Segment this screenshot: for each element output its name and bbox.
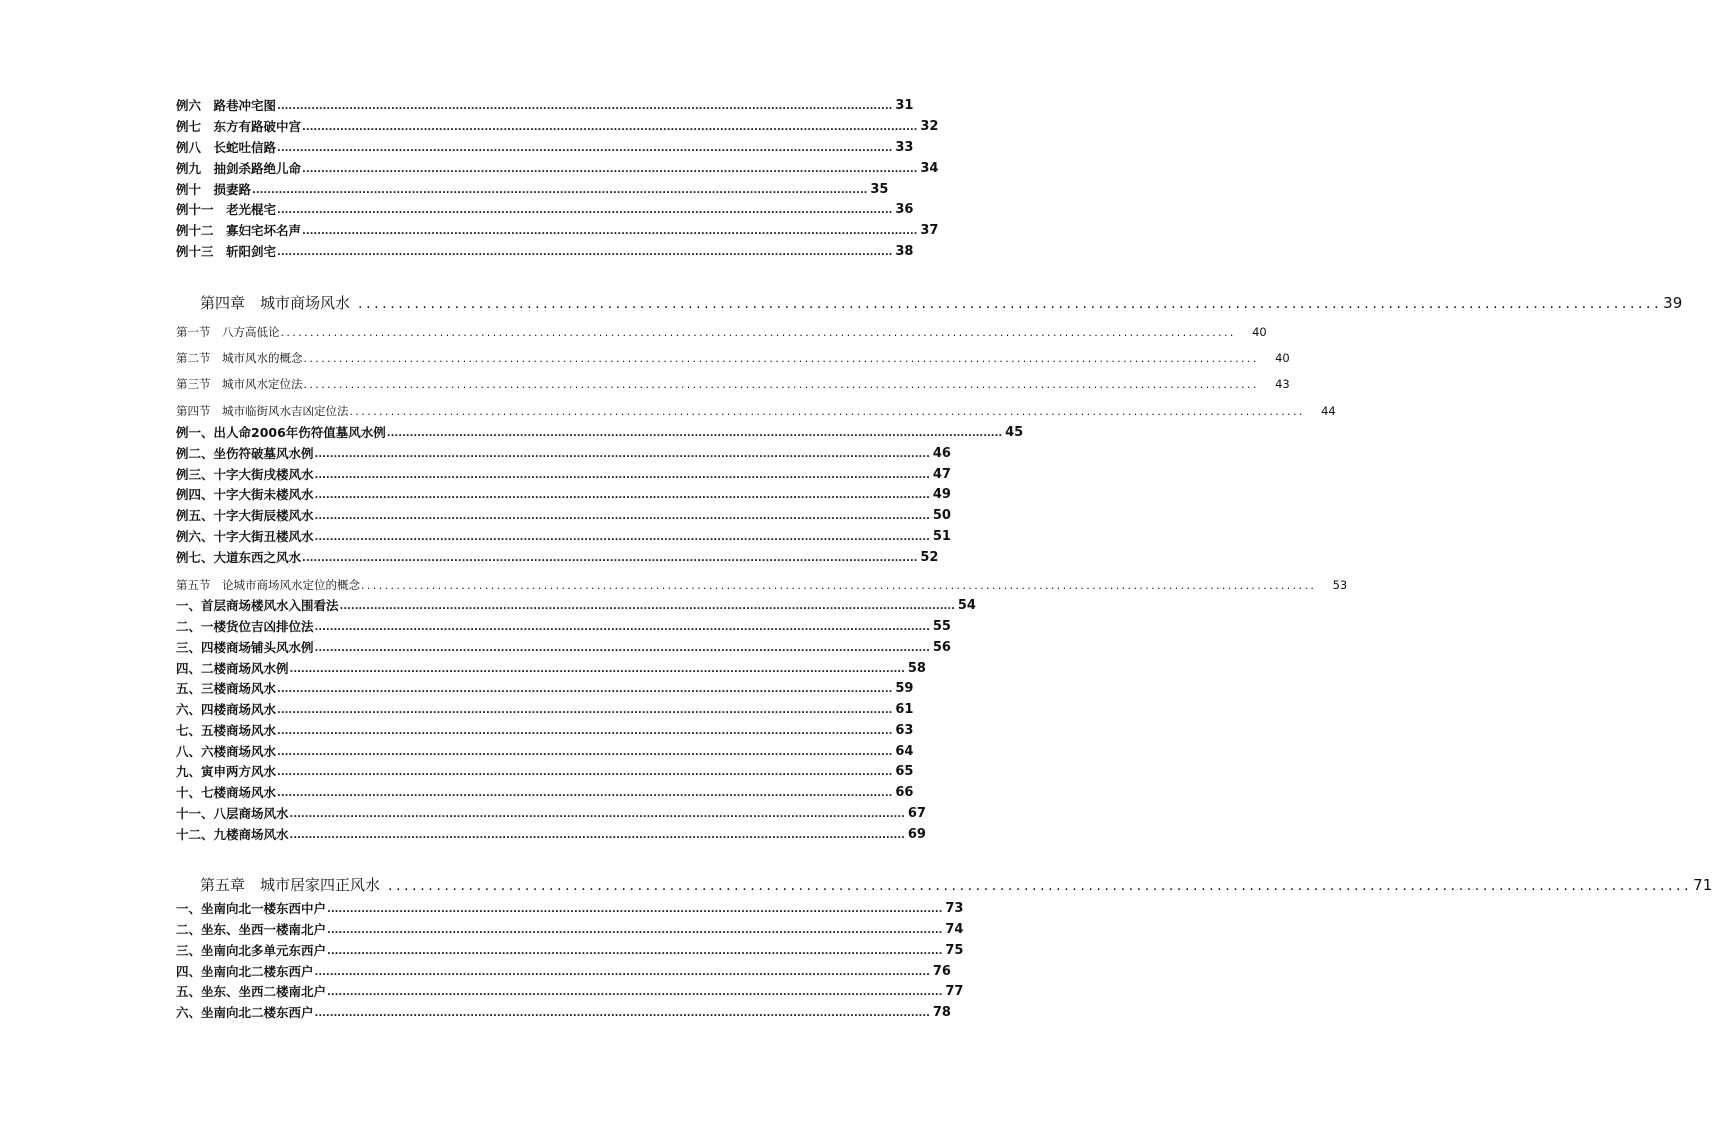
toc-entry-page: 50 <box>932 508 951 523</box>
toc-entry[interactable] <box>176 160 939 178</box>
section-page: 43 <box>1275 377 1290 391</box>
dot-leader: .................................................................................................................................................................. <box>314 511 930 522</box>
toc-entry[interactable] <box>176 139 914 157</box>
section-page: 40 <box>1252 325 1267 339</box>
toc-entry-label: 例四、十字大街未楼风水 <box>176 487 314 502</box>
dot-leader: .................................................................................................................................................................. <box>327 925 943 936</box>
dot-leader: .................................................................................................................................................................. <box>277 247 893 258</box>
toc-entry-label: 二、一楼货位吉凶排位法 <box>176 619 314 634</box>
toc-section[interactable] <box>176 402 1336 420</box>
toc-entry[interactable] <box>176 805 926 823</box>
toc-entry[interactable] <box>176 701 914 719</box>
toc-entry-page: 77 <box>945 984 964 999</box>
toc-entry-page: 32 <box>920 119 939 134</box>
toc-entry-label: 例一、出人命2006年伤符值墓风水例 <box>176 425 386 440</box>
toc-entry-label: 五、坐东、坐西二楼南北户 <box>176 984 327 999</box>
toc-entry[interactable] <box>176 181 889 199</box>
toc-entry-label: 六、坐南向北二楼东西户 <box>176 1005 314 1020</box>
toc-entry[interactable] <box>176 466 951 484</box>
toc-entry[interactable] <box>176 222 939 240</box>
toc-entry-label: 例六 路巷冲宅图 <box>176 98 277 113</box>
toc-entry-page: 73 <box>945 901 964 916</box>
dot-leader: .................................................................................................................................................................. <box>277 747 893 758</box>
toc-entry[interactable] <box>176 639 951 657</box>
dot-leader: .................................................................................................................................................................. <box>280 326 1236 339</box>
toc-entry-label: 例六、十字大街丑楼风水 <box>176 529 314 544</box>
section-page: 53 <box>1332 578 1348 592</box>
toc-entry[interactable] <box>176 963 951 981</box>
toc-entry-page: 78 <box>932 1005 951 1020</box>
toc-entry-page: 63 <box>895 723 914 738</box>
toc-entry-label: 例十二 寡妇宅坏名声 <box>176 223 302 238</box>
toc-entry[interactable] <box>176 486 951 504</box>
section-page: 44 <box>1321 404 1336 418</box>
toc-entry-label: 一、首层商场楼风水入围看法 <box>176 598 339 613</box>
toc-entry[interactable] <box>176 921 964 939</box>
toc-entry-label: 十一、八层商场风水 <box>176 806 289 821</box>
toc-entry[interactable] <box>176 983 964 1001</box>
toc-entry[interactable] <box>176 942 964 960</box>
toc-entry-label: 五、三楼商场风水 <box>176 681 277 696</box>
toc-entry-label: 一、坐南向北一楼东西中户 <box>176 901 327 916</box>
toc-entry-page: 75 <box>945 943 964 958</box>
toc-entry-page: 59 <box>895 681 914 696</box>
toc-section[interactable] <box>176 375 1290 393</box>
toc-entry-label: 九、寅申两方风水 <box>176 764 277 779</box>
section-title: 第三节 城市风水定位法 <box>176 377 303 391</box>
dot-leader: .................................................................................................................................................................. <box>277 767 893 778</box>
toc-entry-label: 四、二楼商场风水例 <box>176 661 289 676</box>
toc-entry-label: 例七、大道东西之风水 <box>176 550 302 565</box>
dot-leader: .................................................................................................................................................................. <box>314 449 930 460</box>
toc-entry[interactable] <box>176 722 914 740</box>
dot-leader: .................................................................................................................................................................. <box>361 579 1317 592</box>
dot-leader: .................................................................................................................................................................. <box>302 164 918 175</box>
toc-entry-label: 二、坐东、坐西一楼南北户 <box>176 922 327 937</box>
toc-entry[interactable] <box>176 826 926 844</box>
section-title: 第一节 八方高低论 <box>176 325 280 339</box>
toc-entry-page: 36 <box>895 202 914 217</box>
toc-chapter[interactable] <box>200 874 1712 896</box>
toc-entry-page: 69 <box>907 827 926 842</box>
toc-entry[interactable] <box>176 118 939 136</box>
dot-leader: .................................................................................................................................................................. <box>388 878 1693 894</box>
toc-entry-label: 例十一 老光棍宅 <box>176 202 277 217</box>
toc-entry-label: 例三、十字大街戌楼风水 <box>176 467 314 482</box>
toc-entry-page: 33 <box>895 140 914 155</box>
toc-entry-label: 八、六楼商场风水 <box>176 744 277 759</box>
dot-leader: .................................................................................................................................................................. <box>314 490 930 501</box>
dot-leader: .................................................................................................................................................................. <box>289 830 905 841</box>
toc-entry[interactable] <box>176 445 951 463</box>
dot-leader: .................................................................................................................................................................. <box>277 684 893 695</box>
dot-leader: .................................................................................................................................................................. <box>289 664 905 675</box>
toc-section[interactable] <box>176 576 1348 594</box>
dot-leader: .................................................................................................................................................................. <box>314 967 930 978</box>
toc-entry-page: 54 <box>957 598 976 613</box>
toc-entry[interactable] <box>176 660 926 678</box>
toc-entry-page: 52 <box>920 550 939 565</box>
dot-leader: .................................................................................................................................................................. <box>277 726 893 737</box>
toc-entry-label: 例八 长蛇吐信路 <box>176 140 277 155</box>
toc-entry-page: 51 <box>932 529 951 544</box>
section-title: 第四节 城市临街风水吉凶定位法 <box>176 404 349 418</box>
toc-entry-page: 34 <box>920 161 939 176</box>
toc-entry-label: 三、四楼商场铺头风水例 <box>176 640 314 655</box>
dot-leader: .................................................................................................................................................................. <box>277 205 893 216</box>
toc-entry[interactable] <box>176 528 951 546</box>
toc-entry[interactable] <box>176 97 914 115</box>
toc-entry-page: 76 <box>932 964 951 979</box>
toc-entry-page: 74 <box>945 922 964 937</box>
toc-entry-page: 67 <box>907 806 926 821</box>
dot-leader: .................................................................................................................................................................. <box>327 987 943 998</box>
toc-entry-page: 38 <box>895 244 914 259</box>
dot-leader: .................................................................................................................................................................. <box>314 1008 930 1019</box>
toc-entry-label: 六、四楼商场风水 <box>176 702 277 717</box>
dot-leader: .................................................................................................................................................................. <box>314 622 930 633</box>
toc-entry-page: 66 <box>895 785 914 800</box>
dot-leader: .................................................................................................................................................................. <box>314 643 930 654</box>
toc-entry-label: 三、坐南向北多单元东西户 <box>176 943 327 958</box>
toc-entry[interactable] <box>176 243 914 261</box>
toc-entry[interactable] <box>176 900 964 918</box>
toc-entry[interactable] <box>176 424 1024 442</box>
dot-leader: .................................................................................................................................................................. <box>358 296 1663 312</box>
toc-entry-page: 55 <box>932 619 951 634</box>
toc-entry-page: 61 <box>895 702 914 717</box>
dot-leader: .................................................................................................................................................................. <box>314 532 930 543</box>
toc-entry-page: 45 <box>1005 425 1024 440</box>
dot-leader: .................................................................................................................................................................. <box>302 226 918 237</box>
toc-entry-page: 64 <box>895 744 914 759</box>
toc-entry-label: 四、坐南向北二楼东西户 <box>176 964 314 979</box>
dot-leader: .................................................................................................................................................................. <box>289 809 905 820</box>
toc-entry[interactable] <box>176 201 914 219</box>
toc-entry-label: 十二、九楼商场风水 <box>176 827 289 842</box>
toc-entry-page: 49 <box>932 487 951 502</box>
toc-entry[interactable] <box>176 1004 951 1022</box>
toc-chapter[interactable] <box>200 292 1683 314</box>
toc-entry[interactable] <box>176 597 976 615</box>
toc-entry[interactable] <box>176 680 914 698</box>
toc-entry[interactable] <box>176 549 939 567</box>
toc-entry[interactable] <box>176 507 951 525</box>
dot-leader: .................................................................................................................................................................. <box>303 378 1259 391</box>
dot-leader: .................................................................................................................................................................. <box>314 470 930 481</box>
toc-entry-page: 56 <box>932 640 951 655</box>
toc-entry-page: 31 <box>895 98 914 113</box>
toc-entry-page: 47 <box>932 467 951 482</box>
section-title: 第五节 论城市商场风水定位的概念 <box>176 578 360 592</box>
toc-section[interactable] <box>176 323 1267 341</box>
section-page: 40 <box>1275 351 1290 365</box>
toc-entry-label: 例十三 斩阳剑宅 <box>176 244 277 259</box>
toc-entry-label: 例十 损妻路 <box>176 182 252 197</box>
toc-entry[interactable] <box>176 743 914 761</box>
toc-section[interactable] <box>176 349 1290 367</box>
dot-leader: .................................................................................................................................................................. <box>339 601 955 612</box>
dot-leader: .................................................................................................................................................................. <box>327 904 943 915</box>
chapter-page: 71 <box>1693 876 1712 894</box>
toc-entry[interactable] <box>176 618 951 636</box>
toc-entry-page: 37 <box>920 223 939 238</box>
dot-leader: .................................................................................................................................................................. <box>252 185 868 196</box>
section-title: 第二节 城市风水的概念 <box>176 351 303 365</box>
dot-leader: .................................................................................................................................................................. <box>302 553 918 564</box>
toc-entry-page: 46 <box>932 446 951 461</box>
dot-leader: .................................................................................................................................................................. <box>277 705 893 716</box>
dot-leader: .................................................................................................................................................................. <box>277 143 893 154</box>
dot-leader: .................................................................................................................................................................. <box>277 788 893 799</box>
dot-leader: .................................................................................................................................................................. <box>327 946 943 957</box>
toc-entry[interactable] <box>176 763 914 781</box>
toc-entry-label: 例九 抽剑杀路绝儿命 <box>176 161 302 176</box>
toc-entry-label: 例五、十字大街辰楼风水 <box>176 508 314 523</box>
toc-entry[interactable] <box>176 784 914 802</box>
toc-entry-label: 十、七楼商场风水 <box>176 785 277 800</box>
dot-leader: .................................................................................................................................................................. <box>302 122 918 133</box>
chapter-title: 第五章 城市居家四正风水 <box>200 876 381 894</box>
chapter-page: 39 <box>1663 294 1683 312</box>
chapter-title: 第四章 城市商场风水 <box>200 294 351 312</box>
dot-leader: .................................................................................................................................................................. <box>277 101 893 112</box>
dot-leader: .................................................................................................................................................................. <box>386 428 1003 439</box>
toc-entry-label: 例二、坐伤符破墓风水例 <box>176 446 314 461</box>
dot-leader: .................................................................................................................................................................. <box>303 352 1259 365</box>
toc-entry-page: 65 <box>895 764 914 779</box>
toc-entry-page: 35 <box>870 182 889 197</box>
dot-leader: .................................................................................................................................................................. <box>349 405 1305 418</box>
toc-entry-label: 七、五楼商场风水 <box>176 723 277 738</box>
toc-entry-page: 58 <box>907 661 926 676</box>
toc-entry-label: 例七 东方有路破中宫 <box>176 119 302 134</box>
